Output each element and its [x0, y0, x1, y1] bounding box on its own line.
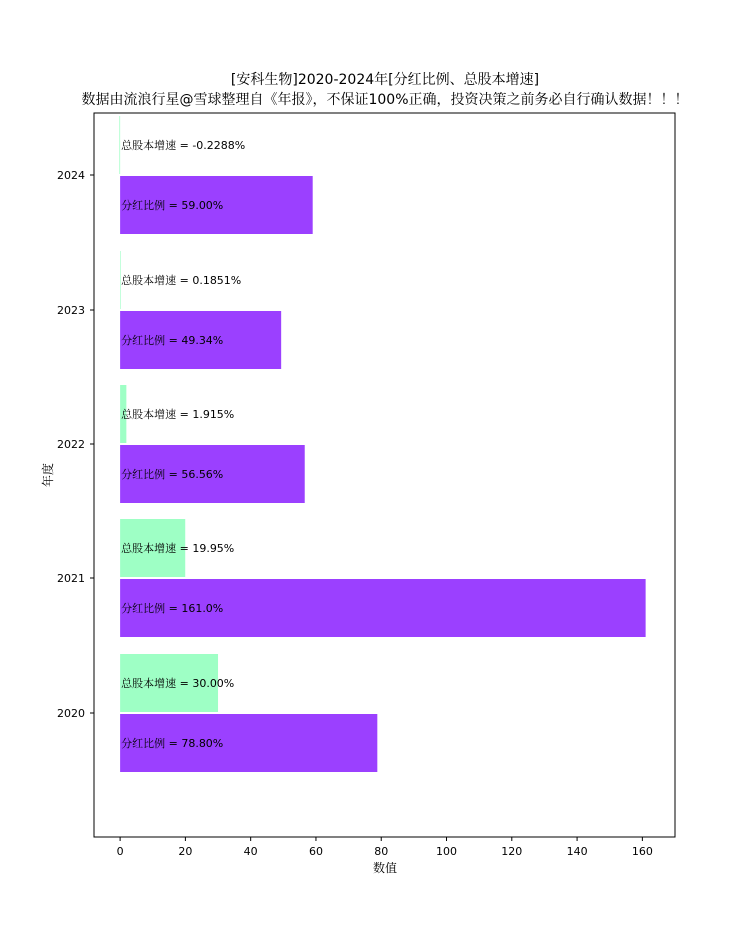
bar-label-dividend-ratio-2024: 分红比例 = 59.00% — [121, 199, 224, 212]
x-tick-label-160: 160 — [631, 845, 653, 858]
bar-label-share-growth-2021: 总股本增速 = 19.95% — [121, 542, 235, 555]
x-tick-label-100: 100 — [436, 845, 458, 858]
bar-label-dividend-ratio-2021: 分红比例 = 161.0% — [121, 602, 224, 615]
y-tick-label-2024: 2024 — [57, 169, 85, 182]
bar-label-dividend-ratio-2022: 分红比例 = 56.56% — [121, 468, 224, 481]
bar-label-share-growth-2022: 总股本增速 = 1.915% — [121, 408, 235, 421]
y-ticks-group — [57, 169, 94, 720]
chart-subtitle: 数据由流浪行星@雪球整理自《年报》，不保证100%正确，投资决策之前务必自行确认数据！！！ — [81, 92, 689, 108]
bar-label-dividend-ratio-2023: 分红比例 = 49.34% — [121, 334, 224, 347]
y-tick-label-2020: 2020 — [57, 707, 85, 720]
bar-label-share-growth-2023: 总股本增速 = 0.1851% — [121, 274, 242, 287]
y-axis-label: 年度 — [41, 462, 55, 488]
bars-group — [119, 116, 645, 772]
chart-title: [安科生物]2020-2024年[分红比例、总股本增速] — [230, 72, 540, 88]
x-ticks-group — [117, 837, 653, 858]
x-tick-label-140: 140 — [566, 845, 588, 858]
x-axis-label: 数值 — [372, 861, 398, 875]
x-tick-label-20: 20 — [178, 845, 193, 858]
y-tick-label-2021: 2021 — [57, 572, 85, 585]
x-tick-label-80: 80 — [374, 845, 389, 858]
x-tick-label-60: 60 — [308, 845, 323, 858]
x-tick-label-0: 0 — [116, 845, 124, 858]
x-tick-label-40: 40 — [243, 845, 258, 858]
y-tick-label-2022: 2022 — [57, 438, 85, 451]
bar-label-dividend-ratio-2020: 分红比例 = 78.80% — [121, 737, 224, 750]
x-tick-label-120: 120 — [501, 845, 523, 858]
bar-label-share-growth-2020: 总股本增速 = 30.00% — [121, 677, 235, 690]
y-tick-label-2023: 2023 — [57, 304, 85, 317]
bar-label-share-growth-2024: 总股本增速 = -0.2288% — [121, 139, 246, 152]
bar-share-growth-2024 — [119, 116, 120, 174]
